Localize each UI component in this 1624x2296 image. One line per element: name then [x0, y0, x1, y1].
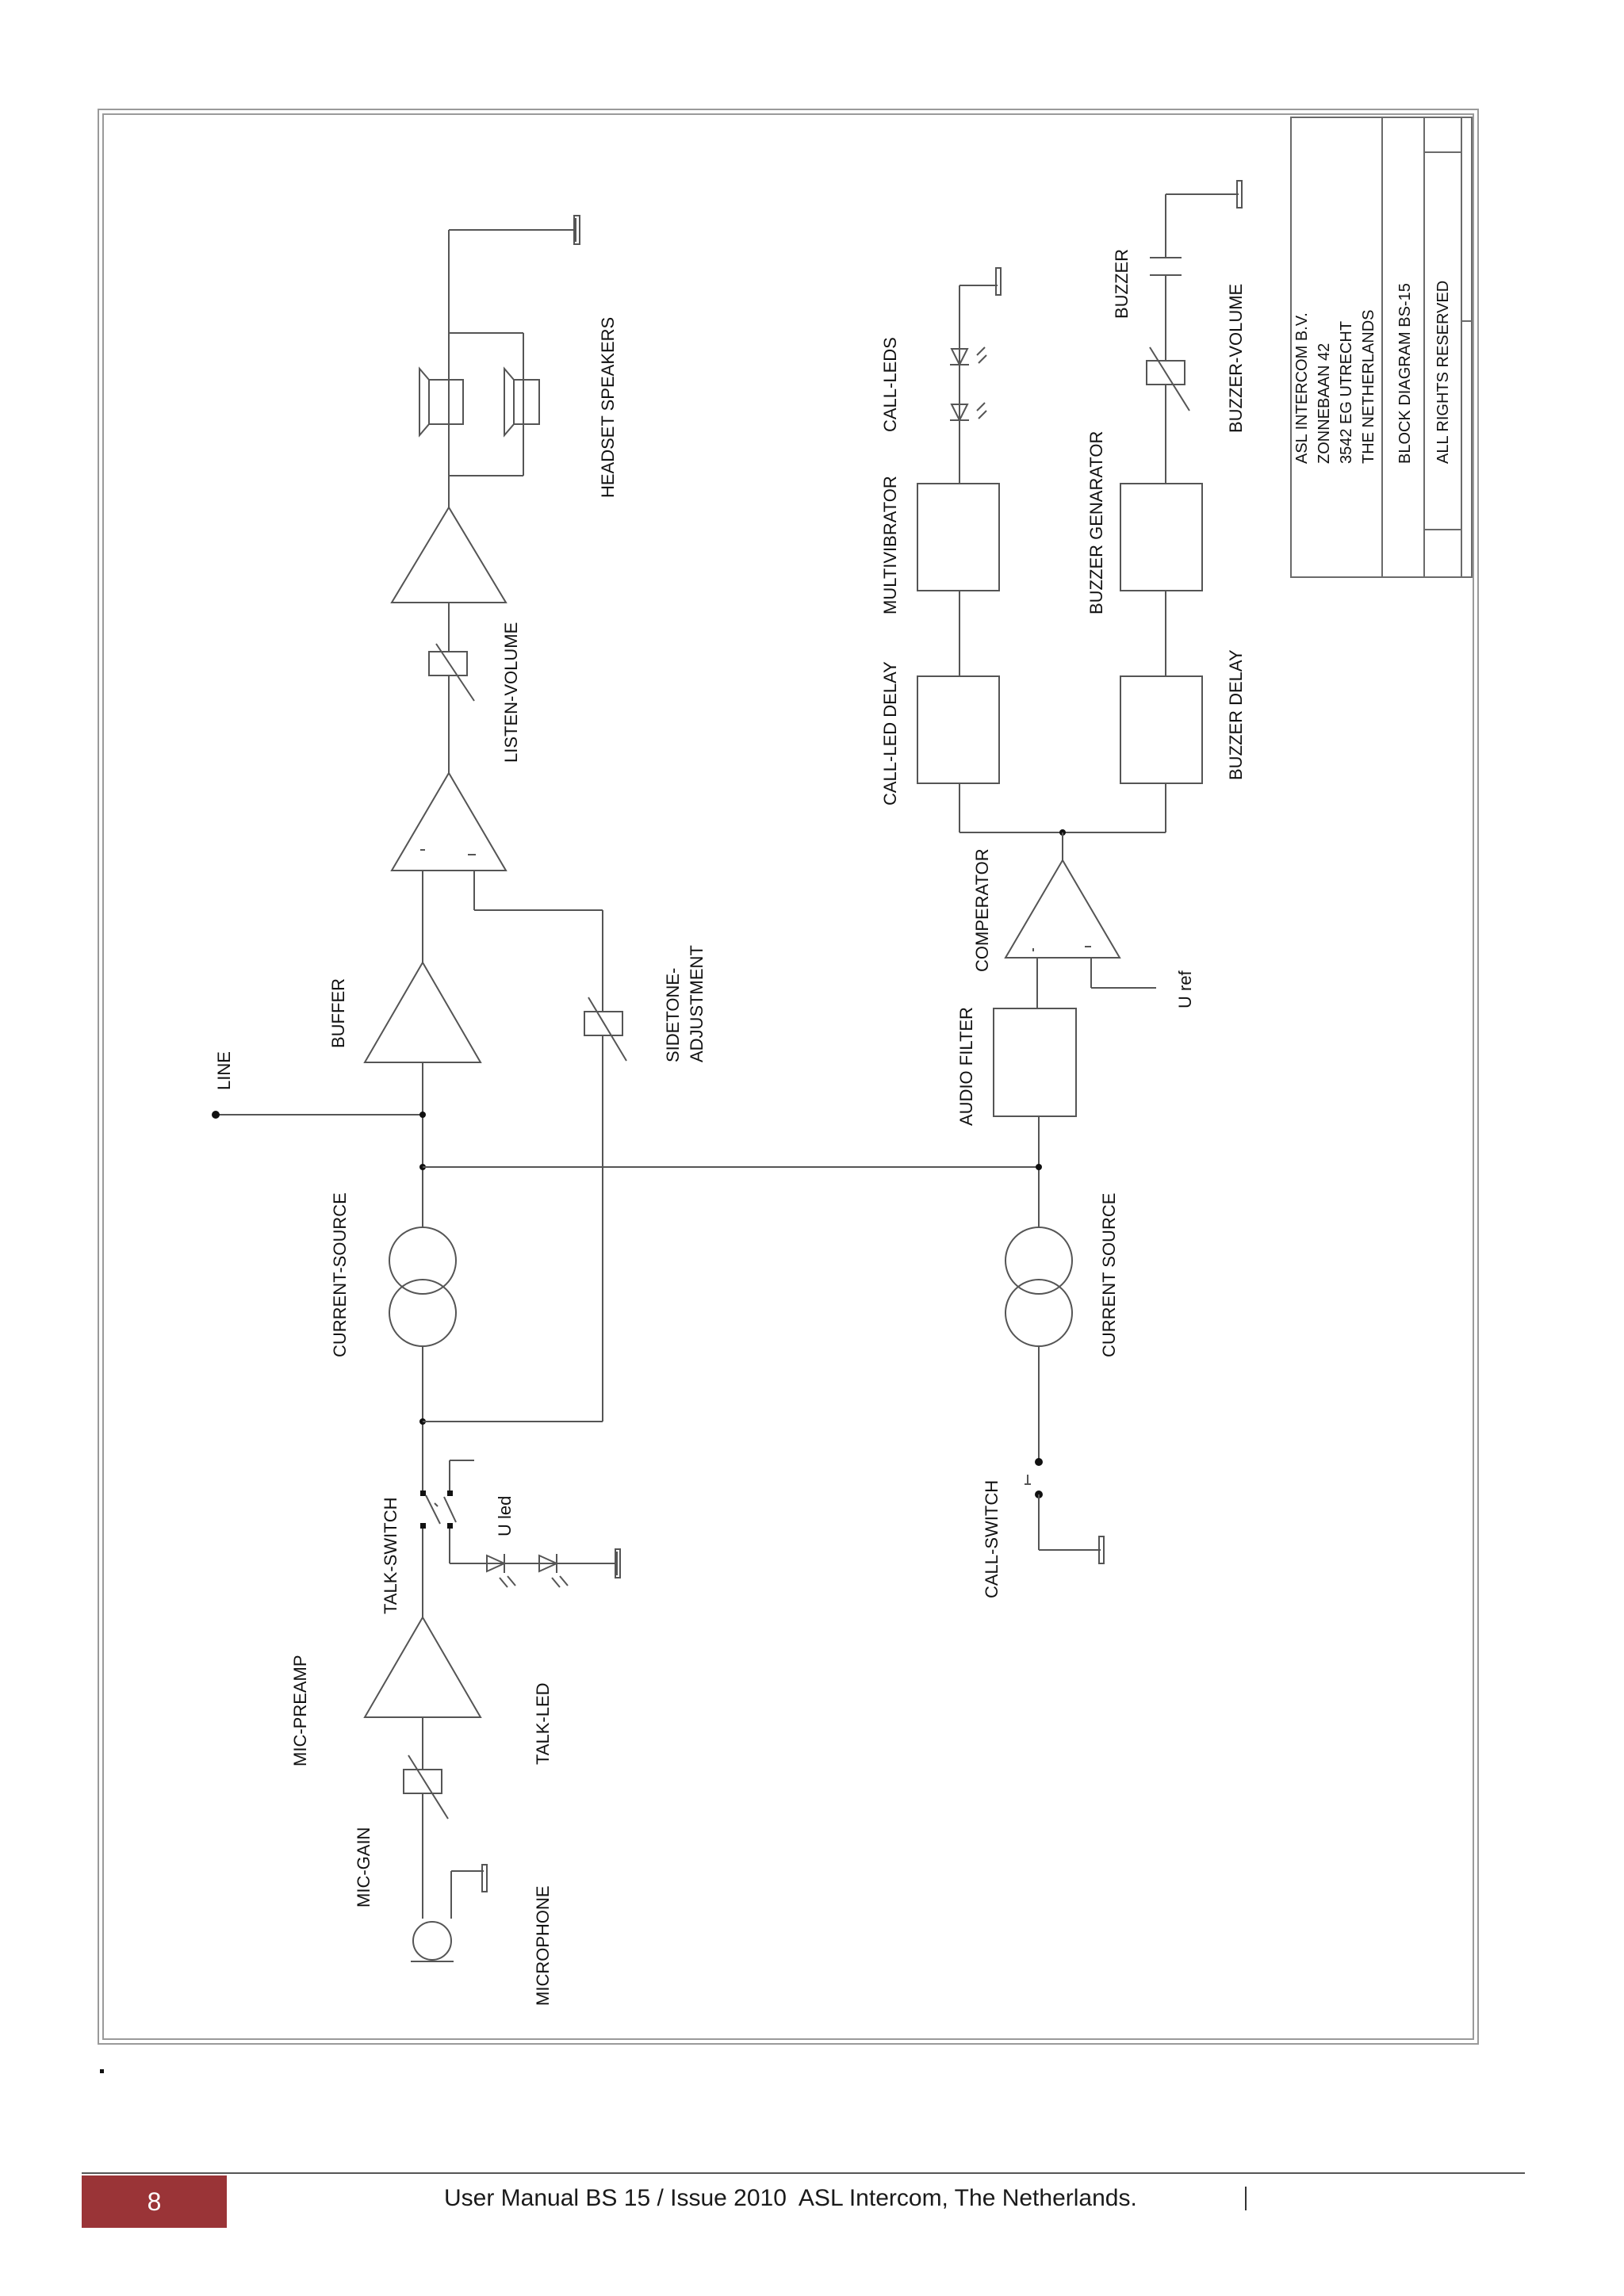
listen-volume-pot [429, 644, 474, 773]
page-number: 8 [82, 2175, 227, 2228]
title-country: THE NETHERLANDS [1360, 309, 1377, 464]
stray-dot [100, 2069, 104, 2073]
footer-text: User Manual BS 15 / Issue 2010 ASL Intercom, The Netherlands. [444, 2185, 1137, 2211]
buffer-amp [365, 962, 481, 1062]
headset-amplifier [392, 507, 506, 603]
headset-speakers [419, 216, 580, 507]
call-leds [950, 268, 1001, 484]
talk-switch [420, 1460, 474, 1563]
label-listen-volume: LISTEN-VOLUME [501, 622, 521, 763]
label-multivibrator: MULTIVIBRATOR [880, 476, 900, 614]
label-audio-filter: AUDIO FILTER [956, 1007, 976, 1126]
label-call-leds: CALL-LEDS [880, 337, 900, 432]
title-city: 3542 EG UTRECHT [1338, 320, 1355, 464]
label-talk-switch: TALK-SWITCH [381, 1497, 400, 1614]
footer-divider [1245, 2187, 1247, 2210]
label-call-led-delay: CALL-LED DELAY [880, 661, 900, 806]
label-buzzer-volume: BUZZER-VOLUME [1226, 283, 1246, 433]
title-rights: ALL RIGHTS RESERVED [1434, 280, 1452, 464]
buzzer-generator-block [1120, 484, 1202, 591]
current-source-left [389, 1227, 456, 1346]
label-buzzer: BUZZER [1112, 249, 1132, 319]
footer-rule [82, 2172, 1525, 2174]
multivibrator-block [917, 484, 999, 591]
label-mic-gain: MIC-GAIN [354, 1827, 373, 1908]
talk-led [450, 1549, 620, 1587]
label-u-ref: U ref [1175, 970, 1195, 1008]
call-led-delay-block [917, 676, 999, 783]
buzzer-delay-block [1120, 676, 1202, 783]
sidetone-mixer-amp [392, 773, 506, 871]
label-talk-led: TALK-LED [533, 1682, 553, 1765]
title-block [1291, 117, 1472, 577]
label-microphone: MICROPHONE [533, 1885, 553, 2006]
label-u-led: U led [495, 1495, 515, 1536]
buzzer-volume-pot [1147, 347, 1189, 484]
title-drawing: BLOCK DIAGRAM BS-15 [1396, 283, 1414, 464]
label-sidetone-1: SIDETONE- [663, 967, 683, 1062]
current-source-right [1005, 1227, 1072, 1346]
label-call-switch: CALL-SWITCH [982, 1479, 1002, 1598]
label-buzzer-generator: BUZZER GENARATOR [1086, 430, 1106, 614]
line-terminal [212, 1111, 220, 1119]
mic-preamp-amp [365, 1617, 481, 1717]
label-current-source-left: CURRENT-SOURCE [330, 1192, 350, 1357]
label-buffer: BUFFER [328, 978, 348, 1048]
audio-filter-block [994, 1008, 1076, 1116]
call-switch [1025, 1458, 1104, 1563]
title-company: ASL INTERCOM B.V. [1293, 312, 1311, 464]
mic-gain-pot [404, 1755, 448, 1919]
label-buzzer-delay: BUZZER DELAY [1226, 649, 1246, 780]
comperator-amp [1005, 860, 1120, 958]
label-mic-preamp: MIC-PREAMP [290, 1655, 310, 1766]
label-sidetone-2: ADJUSTMENT [687, 945, 707, 1062]
label-current-source-right: CURRENT SOURCE [1099, 1192, 1119, 1357]
label-comperator: COMPERATOR [972, 848, 992, 972]
sidetone-adjustment-pot [584, 997, 626, 1422]
label-line: LINE [214, 1051, 234, 1090]
title-street: ZONNEBAAN 42 [1316, 342, 1333, 464]
label-headset-speakers: HEADSET SPEAKERS [598, 316, 618, 498]
